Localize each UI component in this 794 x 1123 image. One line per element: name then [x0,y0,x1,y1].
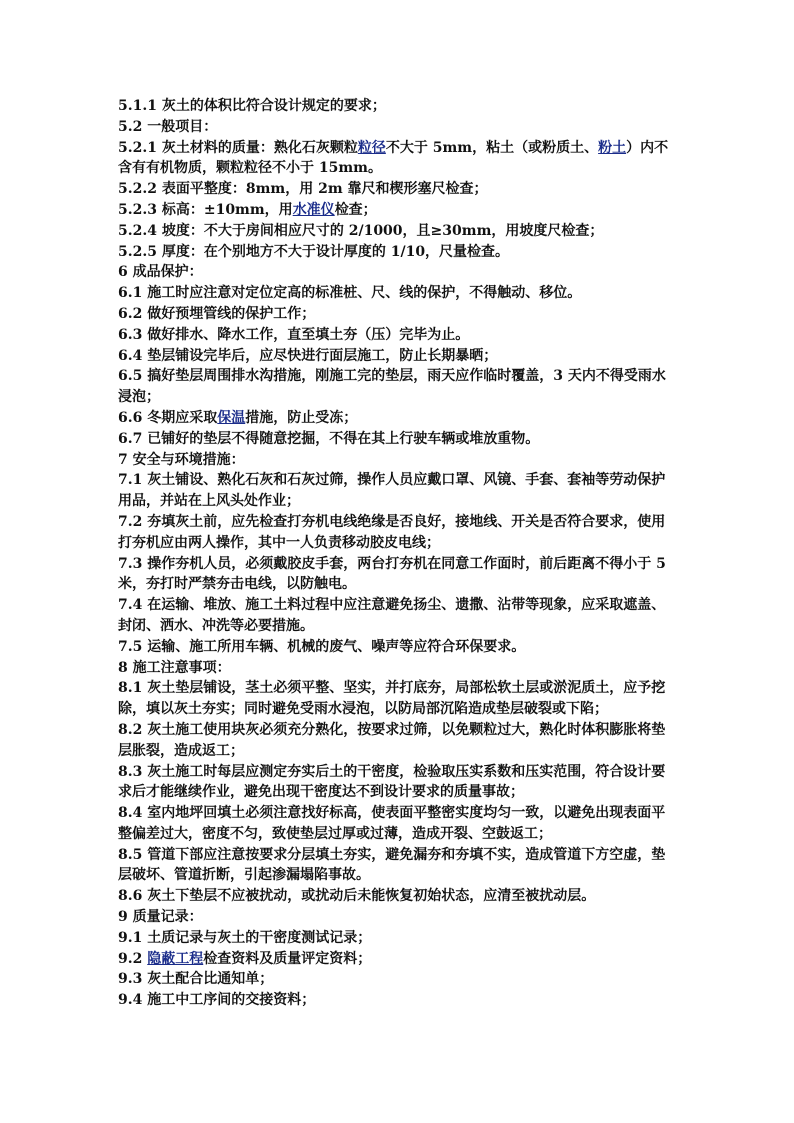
paragraph-text: 措施，防止受冻； [245,409,358,426]
paragraph-text: 5.2 一般项目： [118,118,218,135]
paragraph-text: 检查资料及质量评定资料； [203,950,372,967]
paragraph-l64 [118,346,678,367]
paragraph-l9 [118,907,678,928]
paragraph-l92 [118,949,678,970]
paragraph-text: 6.5 搞好垫层周围排水沟措施，刚施工完的垫层，雨天应作临时覆盖，3 天内不得受雨水浸泡； [118,368,666,406]
paragraph-l83 [118,762,678,804]
paragraph-l6 [118,262,678,283]
paragraph-l63 [118,325,678,346]
paragraph-l8 [118,658,678,679]
paragraph-text: 5.2.5 厚度：在个别地方不大于设计厚度的 1/10，尺量检查。 [118,243,510,260]
paragraph-text: 7.5 运输、施工所用车辆、机械的废气、噪声等应符合环保要求。 [118,638,526,655]
document-body [118,96,678,1011]
paragraph-text: 5.2.1 灰土材料的质量：熟化石灰颗粒 [118,139,358,156]
paragraph-text: 7.3 操作夯机人员，必须戴胶皮手套，两台打夯机在同意工作面时，前后距离不得小于 5 米，夯打时严禁夯击电线，以防触电。 [118,555,666,593]
paragraph-text: 7 安全与环境措施： [118,451,245,468]
paragraph-l61 [118,283,678,304]
paragraph-text: 5.2.4 坡度：不大于房间相应尺寸的 2/1000，且≥30mm，用坡度尺检查； [118,222,604,239]
paragraph-text: 9.3 灰土配合比通知单； [118,971,274,988]
paragraph-l524 [118,221,678,242]
paragraph-l525 [118,242,678,263]
paragraph-text: 7.4 在运输、堆放、施工土料过程中应注意避免扬尘、遗撒、沾带等现象，应采取遮盖、封闭、洒水、冲洗等必要措施。 [118,597,666,634]
paragraph-l73 [118,554,678,596]
paragraph-l52 [118,117,678,138]
paragraph-l72 [118,512,678,554]
paragraph-text: 8.3 灰土施工时每层应测定夯实后土的干密度，检验取压实系数和压实范围，符合设计要求后才能继续作业，避免出现干密度达不到设计要求的质量事故； [118,763,666,801]
paragraph-text: 不大于 5mm，粘土（或粉质土、 [385,139,599,156]
paragraph-text: 9 质量记录： [118,909,203,926]
paragraph-l62 [118,304,678,325]
paragraph-l86 [118,886,678,907]
paragraph-text: 9.2 [118,950,148,967]
paragraph-text: 9.4 施工中工序间的交接资料； [118,992,316,1009]
paragraph-l67 [118,429,678,450]
paragraph-text: 6.1 施工时应注意对定位定高的标准桩、尺、线的保护，不得触动、移位。 [118,285,582,302]
paragraph-text: 检查； [334,201,377,218]
paragraph-l75 [118,637,678,658]
paragraph-l65 [118,366,678,408]
paragraph-text: 6.7 已铺好的垫层不得随意挖掘，不得在其上行驶车辆或堆放重物。 [118,430,540,447]
paragraph-text: 8 施工注意事项： [118,659,231,676]
paragraph-text: 5.2.3 标高：±10mm，用 [118,201,293,218]
paragraph-text: 9.1 土质记录与灰土的干密度测试记录； [118,929,372,946]
paragraph-l66 [118,408,678,429]
hyperlink[interactable]: 保温 [217,409,246,426]
paragraph-l511 [118,96,678,117]
hyperlink[interactable]: 粒径 [357,139,386,156]
paragraph-l7 [118,450,678,471]
paragraph-text: 8.2 灰土施工使用块灰必须充分熟化，按要求过筛，以免颗粒过大，熟化时体积膨胀将垫层胀裂，造成返工； [118,721,666,759]
paragraph-text: ）内不含有有机物质，颗粒粒径不小于 15mm。 [118,139,669,177]
paragraph-text: 6.6 冬期应采取 [118,409,218,426]
paragraph-text: 8.1 灰土垫层铺设，茎土必须平整、坚实，并打底夯，局部松软土层或淤泥质土，应予挖除，填以灰土夯实；同时避免受雨水浸泡，以防局部沉陷造成垫层破裂或下陷； [118,680,666,718]
hyperlink[interactable]: 水准仪 [292,201,335,218]
paragraph-text: 6.2 做好预埋管线的保护工作； [118,305,316,322]
paragraph-l523 [118,200,678,221]
paragraph-text: 8.5 管道下部应注意按要求分层填土夯实，避免漏夯和夯填不实，造成管道下方空虚，垫层破坏、管道折断，引起渗漏塌陷事故。 [118,846,666,884]
hyperlink[interactable]: 粉土 [598,139,627,156]
paragraph-l94 [118,990,678,1011]
paragraph-text: 7.1 灰土铺设、熟化石灰和石灰过筛，操作人员应戴口罩、风镜、手套、套袖等劳动保护用品，并站在上风头处作业； [118,472,666,510]
paragraph-l522 [118,179,678,200]
paragraph-l74 [118,595,678,637]
paragraph-l91 [118,928,678,949]
paragraph-l81 [118,678,678,720]
paragraph-l84 [118,803,678,845]
paragraph-l93 [118,969,678,990]
paragraph-text: 5.1.1 灰土的体积比符合设计规定的要求； [118,98,386,114]
paragraph-text: 8.4 室内地坪回填土必须注意找好标高，使表面平整密实度均匀一致，以避免出现表面平整偏差过大，密度不匀，致使垫层过厚或过薄，造成开裂、空鼓返工； [118,805,666,842]
paragraph-text: 6.4 垫层铺设完毕后，应尽快进行面层施工，防止长期暴晒； [118,347,498,364]
paragraph-text: 8.6 灰土下垫层不应被扰动，或扰动后未能恢复初始状态，应清至被扰动层。 [118,888,596,905]
paragraph-text: 5.2.2 表面平整度：8mm，用 2m 靠尺和楔形塞尺检查； [118,181,488,198]
hyperlink[interactable]: 隐蔽工程 [147,950,204,967]
paragraph-text: 6 成品保护： [118,264,203,281]
paragraph-l82 [118,720,678,762]
paragraph-text: 6.3 做好排水、降水工作，直至填土夯（压）完毕为止。 [118,326,470,343]
paragraph-l521 [118,138,678,180]
paragraph-text: 7.2 夯填灰土前，应先检查打夯机电线绝缘是否良好，接地线、开关是否符合要求，使用打夯机应由两人操作，其中一人负责移动胶皮电线； [118,513,666,551]
paragraph-l85 [118,845,678,887]
paragraph-l71 [118,470,678,512]
